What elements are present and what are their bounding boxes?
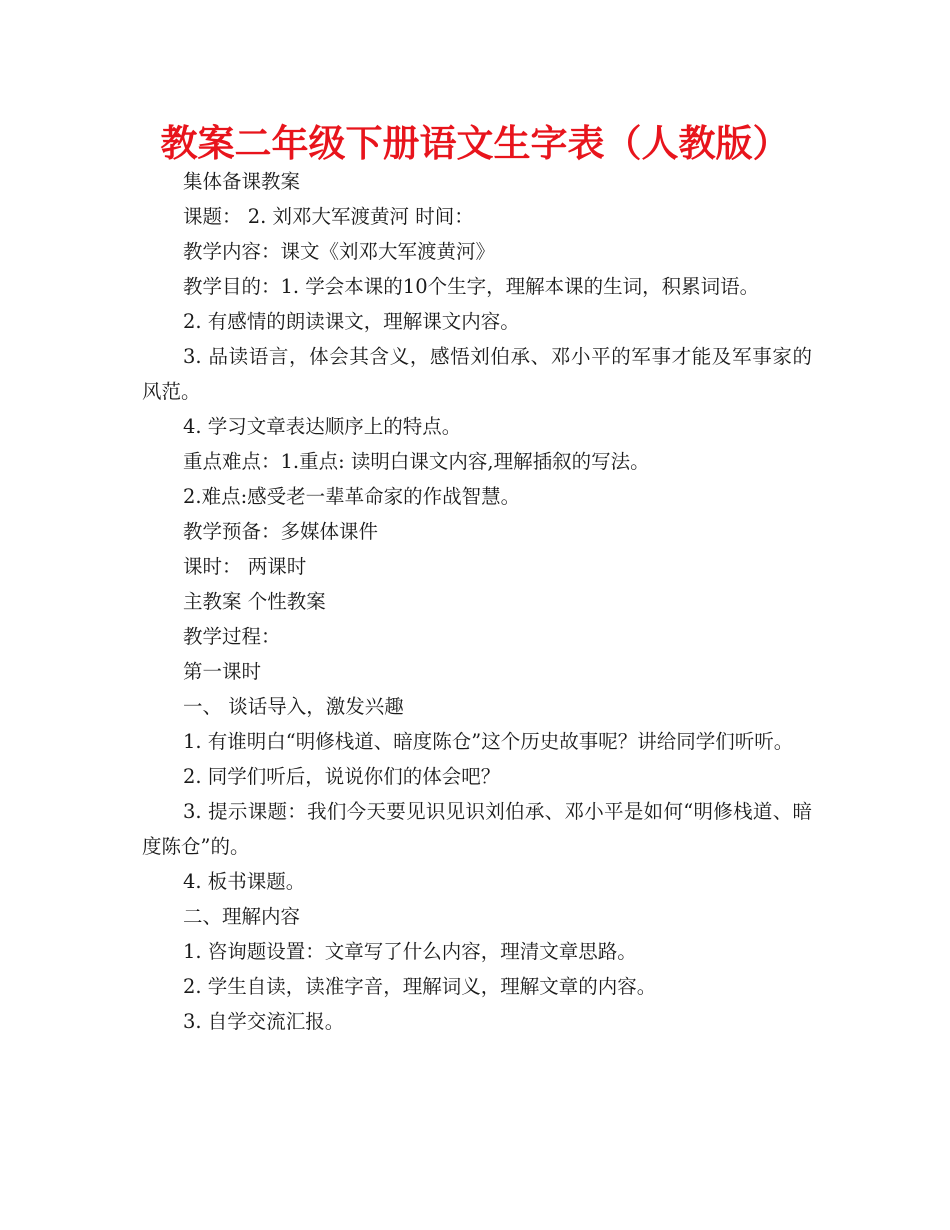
paragraph: 重点难点：1.重点: 读明白课文内容,理解插叙的写法。 [183,450,650,473]
paragraph: 二、理解内容 [183,905,301,928]
paragraph: 2.难点:感受老一辈革命家的作战智慧。 [183,485,521,508]
paragraph: 教学目的：1. 学会本课的10个生字，理解本课的生词，积累词语。 [183,275,760,298]
paragraph: 2. 学生自读，读准字音，理解词义，理解文章的内容。 [183,975,657,998]
paragraph: 教学预备：多媒体课件 [183,520,379,543]
paragraph: 2. 同学们听后，说说你们的体会吧？ [183,765,501,788]
paragraph: 主教案 个性教案 [183,590,326,613]
paragraph: 2. 有感情的朗读课文，理解课文内容。 [183,310,520,333]
paragraph: 课题： 2. 刘邓大军渡黄河 时间： [183,205,474,228]
document-body [142,164,812,1039]
paragraph: 课时： 两课时 [183,555,307,578]
paragraph: 3. 自学交流汇报。 [183,1010,345,1033]
paragraph: 教学过程： [183,625,281,648]
paragraph: 集体备课教案 [183,170,301,193]
paragraph: 一、 谈话导入，激发兴趣 [183,695,404,718]
paragraph: 3. 品读语言，体会其含义，感悟刘伯承、邓小平的军事才能及军事家的风范。 [142,345,812,403]
paragraph: 教学内容：课文《刘邓大军渡黄河》 [183,240,496,263]
paragraph: 第一课时 [183,660,262,683]
paragraph: 4. 板书课题。 [183,870,306,893]
paragraph: 3. 提示课题：我们今天要见识见识刘伯承、邓小平是如何“明修栈道、暗度陈仓”的。 [142,800,812,858]
paragraph: 1. 咨询题设置：文章写了什么内容，理清文章思路。 [183,940,637,963]
document-title: 教案二年级下册语文生字表（人教版） [160,122,790,165]
paragraph: 4. 学习文章表达顺序上的特点。 [183,415,462,438]
paragraph: 1. 有谁明白“明修栈道、暗度陈仓”这个历史故事呢？讲给同学们听听。 [183,730,794,753]
